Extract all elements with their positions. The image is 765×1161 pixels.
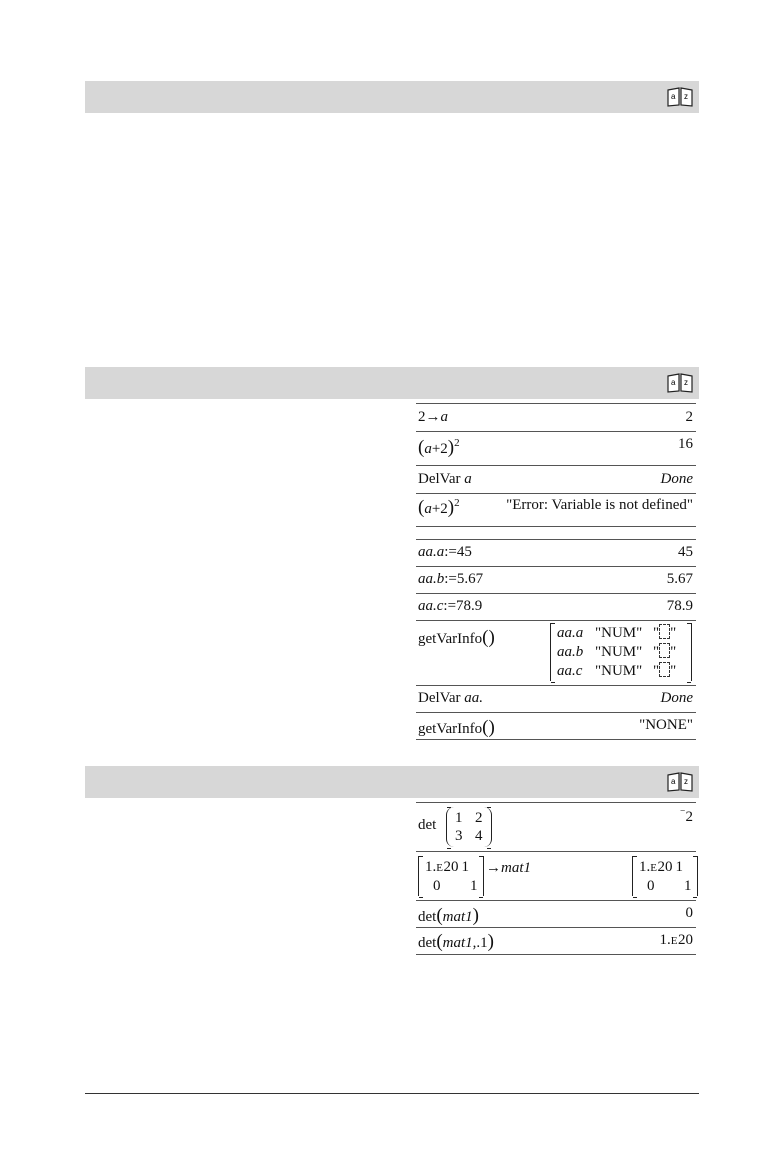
empty-placeholder-icon xyxy=(659,624,670,639)
catalog-book-icon xyxy=(667,772,693,792)
example-row: det(mat1) 0 xyxy=(416,901,696,928)
example-det xyxy=(416,802,696,955)
example-row: aa.c:=78.9 78.9 xyxy=(416,594,696,621)
section-header-1 xyxy=(85,81,699,113)
example-row: aa.b:=5.67 5.67 xyxy=(416,567,696,594)
svg-text:a: a xyxy=(671,92,676,101)
example-row: aa.a:=45 45 xyxy=(416,540,696,567)
catalog-book-icon xyxy=(667,373,693,393)
svg-text:z: z xyxy=(684,378,688,387)
svg-text:a: a xyxy=(671,777,676,786)
result-matrix: 1.E20 1 0 1 xyxy=(632,856,698,896)
input-matrix: 1 2 3 4 xyxy=(446,807,492,847)
example-row: det 1 2 3 4 ⁻2 xyxy=(416,803,696,852)
empty-placeholder-icon xyxy=(659,643,670,658)
example-row: det(mat1,.1) 1.E20 xyxy=(416,928,696,955)
svg-text:a: a xyxy=(671,378,676,387)
example-row: 1.E20 1 0 1 →mat1 1.E20 1 0 1 xyxy=(416,852,696,901)
example-row: DelVar a Done xyxy=(416,466,696,494)
result-matrix: aa.a "NUM" " " aa.b "NUM" " " aa.c "NUM" " " xyxy=(550,623,692,681)
example-row: $(a+2)^2$ "Error: Variable is not defined" xyxy=(416,494,696,527)
svg-text:z: z xyxy=(684,777,688,786)
example-row: DelVar aa. Done xyxy=(416,686,696,713)
input-matrix: 1.E20 1 0 1 xyxy=(418,856,484,896)
example-row: $(a+2)^2$ 16 xyxy=(416,432,696,466)
example-getvarinfo xyxy=(416,539,696,740)
section-header-2 xyxy=(85,367,699,399)
empty-placeholder-icon xyxy=(659,662,670,677)
example-row: getVarInfo() aa.a "NUM" " " aa.b "NUM" " " aa.c "NUM" " " xyxy=(416,621,696,686)
footer-rule xyxy=(85,1093,699,1094)
svg-text:z: z xyxy=(684,92,688,101)
example-row: 2→a 2 xyxy=(416,404,696,432)
example-row: getVarInfo() "NONE" xyxy=(416,713,696,740)
example-delvar xyxy=(416,403,696,527)
section-header-3 xyxy=(85,766,699,798)
catalog-book-icon xyxy=(667,87,693,107)
